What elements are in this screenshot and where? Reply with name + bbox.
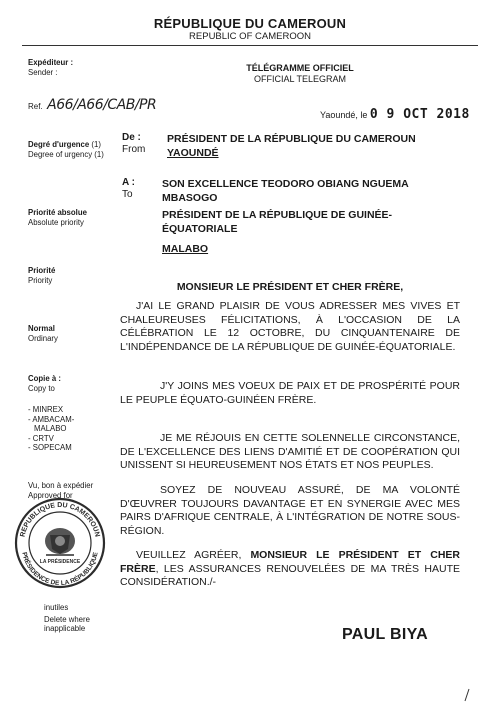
closing-text: [120, 549, 460, 590]
copy-block: [28, 374, 116, 393]
normal-en: Ordinary: [28, 333, 58, 343]
sender-label-fr: Expéditeur :: [28, 58, 74, 67]
pen-mark-icon: [462, 688, 472, 702]
header-republic-fr: RÉPUBLIQUE DU CAMEROUN: [153, 16, 347, 31]
from-label-fr: De :: [122, 132, 141, 143]
reference-handwritten: A66/A66/CAB/PR: [47, 97, 157, 113]
from-label-en: From: [122, 144, 146, 155]
closing-paragraph: [120, 549, 460, 590]
body-paragraph-1: [120, 300, 460, 354]
approved-en: Approved for: [28, 490, 73, 500]
from-label: [122, 132, 145, 156]
absolute-priority-block: [28, 208, 116, 227]
urgency-label-en: Degree of urgency (1): [28, 149, 104, 159]
to-label: [122, 177, 135, 201]
body-paragraph-2: [120, 380, 460, 407]
to-line2: MBASOGO: [162, 192, 218, 204]
urgency-label-fr: Degré d'urgence: [28, 140, 90, 149]
coat-of-arms-icon: [45, 528, 75, 555]
to-line3: PRÉSIDENT DE LA RÉPUBLIQUE DE GUINÉE-: [162, 209, 393, 221]
paragraph-text: JE ME RÉJOUIS EN CETTE SOLENNELLE CIRCONSTANCE, DE L'EXCELLENCE DES LIENS D'AMITIÉ ET DE COOPÉRATION QUI UNISSENT SI HEUREUSEMENT NOS ÉTATS ET NOS PEUPLES.: [120, 432, 460, 471]
sender-label-en: Sender :: [28, 67, 58, 77]
reference-label: Ref.: [28, 102, 43, 111]
to-line4: ÉQUATORIALE: [162, 223, 238, 235]
presidency-seal: [14, 497, 106, 589]
seal-text-top: REPUBLIQUE DU CAMEROUN: [19, 501, 101, 538]
sender-block: [28, 58, 116, 77]
closing-part3: , LES ASSURANCES RENOUVELÉES DE MA TRÈS HAUTE CONSIDÉRATION./-: [120, 562, 460, 588]
seal-text-pres: LA PRÉSIDENCE: [39, 559, 81, 565]
closing-part1: VEUILLEZ AGRÉER,: [136, 549, 251, 561]
copy-item: - AMBACAM-: [28, 414, 75, 424]
from-line1: PRÉSIDENT DE LA RÉPUBLIQUE DU CAMEROUN: [167, 133, 416, 145]
approved-fr: Vu, bon à expédier: [28, 481, 94, 490]
urgency-block: [28, 140, 116, 159]
absolute-priority-fr: Priorité absolue: [28, 208, 87, 217]
signature-name: PAUL BIYA: [342, 626, 428, 643]
priority-fr: Priorité: [28, 266, 56, 275]
paragraph-text: J'Y JOINS MES VOEUX DE PAIX ET DE PROSPÉRITÉ POUR LE PEUPLE ÉQUATO-GUINÉEN FRÈRE.: [120, 380, 460, 406]
normal-block: [28, 324, 116, 343]
copy-item: - MINREX: [28, 405, 64, 414]
date-stamp: 0 9 OCT 2018: [369, 107, 470, 122]
to-line1: SON EXCELLENCE TEODORO OBIANG NGUEMA: [162, 178, 409, 190]
date-prefix: Yaoundé, le: [320, 110, 368, 120]
copy-item: - SOPECAM: [28, 443, 72, 452]
telegram-title-en: OFFICIAL TELEGRAM: [253, 74, 347, 84]
priority-block: [28, 266, 116, 285]
delete-block: [44, 603, 132, 634]
paragraph-text: J'AI LE GRAND PLAISIR DE VOUS ADRESSER MES VIVES ET CHALEUREUSES FÉLICITATIONS, À L'OCCASION DE LA CÉLÉBRATION LE 12 OCTOBRE, DU CINQUANTENAIRE DE L'INDÉPENDANCE DE LA RÉPUBLIQUE DE GUINÉE-ÉQUATORIALE.: [120, 300, 460, 353]
to-city: MALABO: [162, 243, 209, 255]
copy-item: MALABO: [34, 424, 67, 433]
from-value: [167, 132, 416, 160]
reference-line: [28, 96, 228, 114]
copy-item: - CRTV: [28, 433, 54, 443]
to-label-en: To: [122, 189, 133, 200]
normal-fr: Normal: [28, 324, 55, 333]
paragraph-text: SOYEZ DE NOUVEAU ASSURÉ, DE MA VOLONTÉ D'ŒUVRER TOUJOURS DAVANTAGE ET EN SYNERGIE AVEC MES PAIRS D'AFRIQUE CENTRALE, À L'INTÉGRATION DE NOTRE SOUS-RÉGION.: [120, 484, 460, 537]
seal-text-bottom: PRÉSIDENCE DE LA RÉPUBLIQUE: [20, 551, 100, 588]
absolute-priority-en: Absolute priority: [28, 217, 84, 227]
copy-en: Copy to: [28, 383, 55, 393]
useless-en: Delete where: [44, 614, 90, 624]
from-line2: YAOUNDÉ: [167, 147, 219, 159]
copy-fr: Copie à :: [28, 374, 61, 383]
salutation: MONSIEUR LE PRÉSIDENT ET CHER FRÈRE,: [176, 281, 404, 293]
useless-fr: inutiles: [44, 603, 69, 612]
urgency-num: (1): [91, 140, 101, 149]
telegram-title-fr: TÉLÉGRAMME OFFICIEL: [246, 63, 354, 73]
body-paragraph-4: [120, 484, 460, 538]
closing-part2: MONSIEUR LE PRÉSIDENT ET CHER FRÈRE: [120, 549, 460, 575]
to-label-fr: A :: [122, 177, 135, 188]
useless-en2: inapplicable: [44, 624, 86, 633]
body-paragraph-3: [120, 432, 460, 473]
header-republic-en: REPUBLIC OF CAMEROON: [189, 31, 311, 42]
date-line: [320, 107, 470, 122]
priority-en: Priority: [28, 275, 53, 285]
copy-list: [28, 405, 116, 453]
header-divider: [22, 45, 478, 46]
telegram-title: [200, 63, 400, 85]
to-value: [162, 177, 409, 256]
